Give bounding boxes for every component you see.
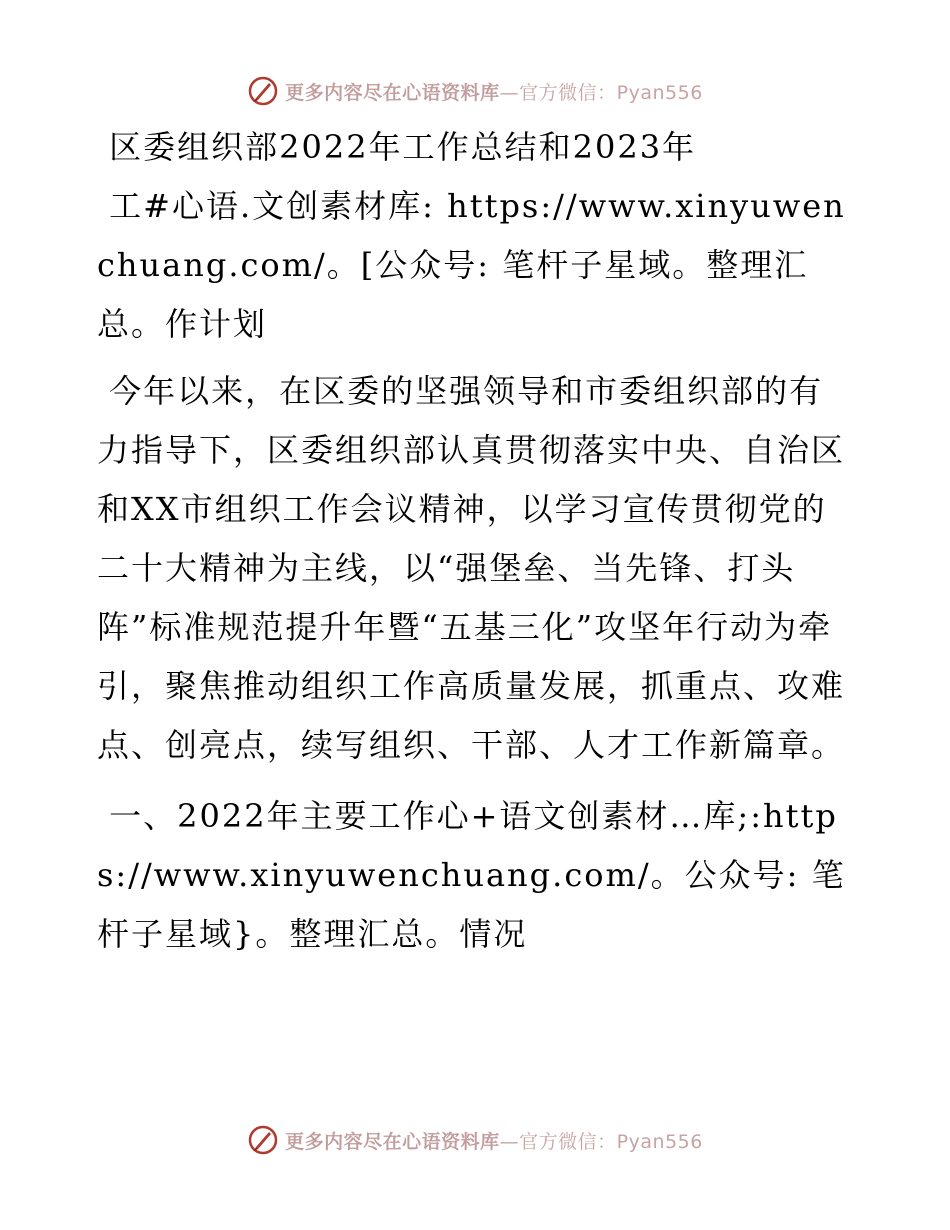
watermark-suffix: 官方微信：Pyan556 bbox=[519, 81, 703, 104]
intro-paragraph: 今年以来，在区委的坚强领导和市委组织部的有力指导下，区委组织部认真贯彻落实中央、自治区和XX市组织工作会议精神，以学习宣传贯彻党的二十大精神为主线，以“强堡垒、当先锋、打头阵”标准规范提升年暨“五基三化”攻坚年行动为牵引，聚焦推动组织工作高质量发展，抓重点、攻难点、创亮点，续写组织、干部、人才工作新篇章。 bbox=[97, 372, 846, 764]
watermark-text bbox=[285, 1127, 703, 1154]
watermark-brand: 更多内容尽在心语资料库 bbox=[285, 1130, 500, 1153]
watermark-brand: 更多内容尽在心语资料库 bbox=[285, 81, 500, 104]
footer-watermark bbox=[0, 1120, 950, 1160]
watermark-dash: — bbox=[499, 81, 520, 104]
watermark-dash: — bbox=[499, 1130, 520, 1153]
quill-logo-icon bbox=[247, 75, 279, 107]
header-watermark bbox=[0, 71, 950, 111]
quill-logo-icon bbox=[247, 1124, 279, 1156]
watermark-text bbox=[285, 78, 703, 105]
document-subtitle: 工#心语.文创素材库: https://www.xinyuwenchuang.com/。[公众号: 笔杆子星域。整理汇总。作计划 bbox=[97, 187, 846, 343]
document-body bbox=[97, 118, 857, 964]
section-heading: 一、2022年主要工作心+语文创素材…库;:https://www.xinyuwenchuang.com/。公众号: 笔杆子星域}。整理汇总。情况 bbox=[97, 797, 846, 953]
watermark-suffix: 官方微信：Pyan556 bbox=[519, 1130, 703, 1153]
document-title: 区委组织部2022年工作总结和2023年 bbox=[97, 128, 697, 166]
